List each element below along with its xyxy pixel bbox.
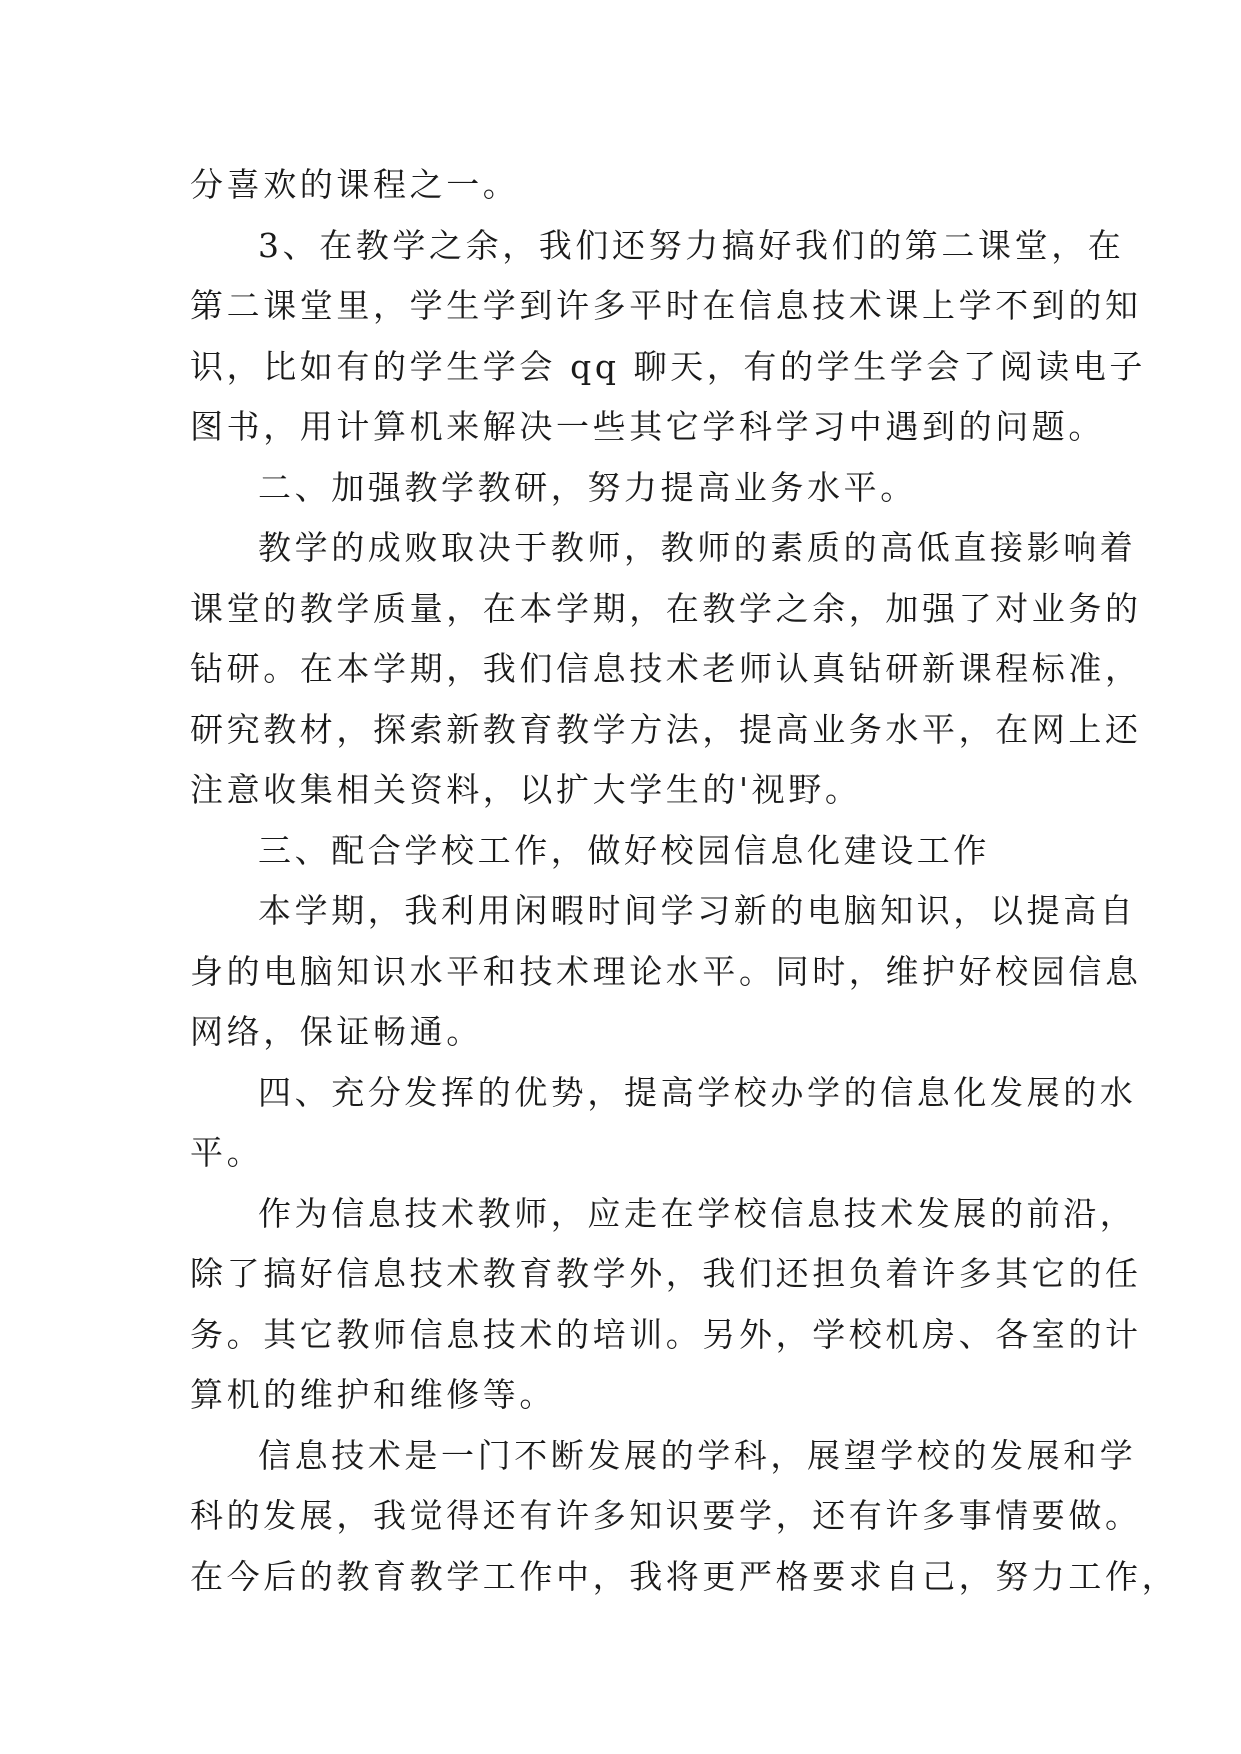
section-heading: 四、充分发挥的优势，提高学校办学的信息化发展的水 [258, 1072, 1137, 1112]
text-line: 信息技术是一门不断发展的学科，展望学校的发展和学 [258, 1435, 1137, 1475]
text-line: 身的电脑知识水平和技术理论水平。同时，维护好校园信息 [190, 951, 1142, 991]
text-line: 作为信息技术教师，应走在学校信息技术发展的前沿， [258, 1193, 1137, 1233]
text-line: 科的发展，我觉得还有许多知识要学，还有许多事情要做。 [190, 1496, 1142, 1535]
text-line: 本学期，我利用闲暇时间学习新的电脑知识，以提高自 [258, 891, 1137, 930]
text-line: 3、在教学之余，我们还努力搞好我们的第二课堂，在 [258, 225, 1125, 265]
text-line: 第二课堂里，学生学到许多平时在信息技术课上学不到的知 [190, 286, 1142, 325]
text-line: 除了搞好信息技术教育教学外，我们还担负着许多其它的任 [190, 1254, 1142, 1293]
text-line: 钻研。在本学期，我们信息技术老师认真钻研新课程标准， [190, 649, 1142, 688]
text-line: 在今后的教育教学工作中，我将更严格要求自己，努力工作， [190, 1556, 1179, 1596]
section-heading: 三、配合学校工作，做好校园信息化建设工作 [258, 830, 990, 870]
text-line: 网络，保证畅通。 [190, 1012, 483, 1051]
text-line: 课堂的教学质量，在本学期，在教学之余，加强了对业务的 [190, 588, 1142, 628]
text-line: 教学的成败取决于教师，教师的素质的高低直接影响着 [258, 528, 1137, 567]
text-line: 平。 [190, 1133, 264, 1172]
text-line: 研究教材，探索新教育教学方法，提高业务水平，在网上还 [190, 709, 1142, 749]
text-line: 算机的维护和维修等。 [190, 1375, 556, 1414]
text-line: 识，比如有的学生学会 qq 聊天，有的学生学会了阅读电子 [190, 346, 1147, 386]
text-line: 注意收集相关资料，以扩大学生的'视野。 [190, 770, 862, 809]
section-heading: 二、加强教学教研，努力提高业务水平。 [258, 467, 917, 507]
document-body [190, 155, 1179, 1607]
text-line: 务。其它教师信息技术的培训。另外，学校机房、各室的计 [190, 1314, 1142, 1354]
text-line: 分喜欢的课程之一。 [190, 165, 520, 204]
text-line: 图书，用计算机来解决一些其它学科学习中遇到的问题。 [190, 407, 1105, 446]
